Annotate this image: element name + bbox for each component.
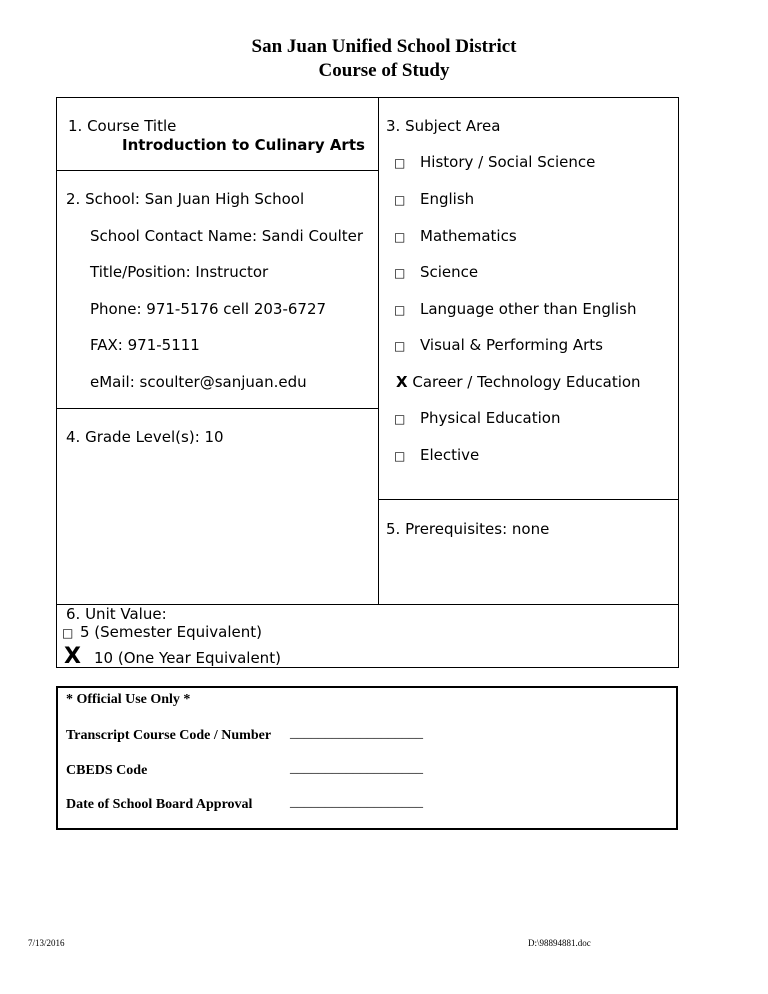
x-mark-icon: X xyxy=(64,644,81,669)
checkbox-icon: □ xyxy=(394,449,406,463)
school-name: 2. School: San Juan High School xyxy=(66,190,305,208)
subject-option-label: Career / Technology Education xyxy=(412,373,641,391)
prerequisites: 5. Prerequisites: none xyxy=(386,520,550,538)
school-email: eMail: scoulter@sanjuan.edu xyxy=(90,373,307,391)
subject-option-label: English xyxy=(420,190,475,208)
subject-option-label: Elective xyxy=(420,446,480,464)
subject-option-label: Visual & Performing Arts xyxy=(420,336,603,354)
transcript-code-label: Transcript Course Code / Number xyxy=(66,728,272,743)
subject-option-mathematics[interactable] xyxy=(394,227,517,245)
subject-option-elective[interactable] xyxy=(394,446,479,464)
divider-subject xyxy=(378,499,678,500)
subject-option-science[interactable] xyxy=(394,263,478,281)
subject-option-label: Mathematics xyxy=(420,227,517,245)
checkbox-icon: □ xyxy=(394,193,406,207)
subject-option-label: Language other than English xyxy=(420,300,637,318)
x-mark-icon: X xyxy=(396,373,408,391)
checkbox-icon: □ xyxy=(394,156,406,170)
unit-option-label: 10 (One Year Equivalent) xyxy=(94,649,281,667)
course-title-value: Introduction to Culinary Arts xyxy=(122,136,365,154)
footer-date: 7/13/2016 xyxy=(28,938,65,948)
unit-option-label: 5 (Semester Equivalent) xyxy=(80,623,262,641)
subject-option-history[interactable] xyxy=(394,153,595,171)
form-border-top xyxy=(56,97,678,98)
subject-option-label: Science xyxy=(420,263,479,281)
form-border-right xyxy=(678,97,679,668)
school-position: Title/Position: Instructor xyxy=(90,263,269,281)
district-title: San Juan Unified School District xyxy=(251,36,517,57)
divider-course-title xyxy=(56,170,378,171)
board-approval-field[interactable]: ___________________ xyxy=(290,795,423,810)
checkbox-icon: □ xyxy=(394,303,406,317)
subject-option-label: Physical Education xyxy=(420,409,561,427)
school-fax: FAX: 971-5111 xyxy=(90,336,200,354)
subject-area-label: 3. Subject Area xyxy=(386,117,501,135)
checkbox-icon: □ xyxy=(394,266,406,280)
checkbox-icon: □ xyxy=(394,412,406,426)
subject-option-language[interactable] xyxy=(394,300,637,318)
subject-option-english[interactable] xyxy=(394,190,474,208)
footer-file: D:\98894881.doc xyxy=(528,938,591,948)
unit-option-semester[interactable] xyxy=(62,623,262,641)
page-subtitle: Course of Study xyxy=(318,60,450,81)
checkbox-icon: □ xyxy=(394,230,406,244)
board-approval-label: Date of School Board Approval xyxy=(66,797,253,812)
checkbox-icon: □ xyxy=(394,339,406,353)
divider-school xyxy=(56,408,378,409)
grade-level: 4. Grade Level(s): 10 xyxy=(66,428,224,446)
course-title-label: 1. Course Title xyxy=(68,117,177,135)
subject-option-pe[interactable] xyxy=(394,409,560,427)
cbeds-code-field[interactable]: ___________________ xyxy=(290,761,423,776)
form-column-divider xyxy=(378,97,379,604)
school-phone: Phone: 971-5176 cell 203-6727 xyxy=(90,300,327,318)
subject-option-career[interactable] xyxy=(396,373,641,391)
cbeds-code-label: CBEDS Code xyxy=(66,763,148,778)
official-use-heading: * Official Use Only * xyxy=(66,692,191,707)
unit-value-label: 6. Unit Value: xyxy=(66,605,167,623)
form-border-left xyxy=(56,97,57,668)
unit-option-year[interactable] xyxy=(64,644,281,669)
transcript-code-field[interactable]: ___________________ xyxy=(290,726,423,741)
subject-option-label: History / Social Science xyxy=(420,153,596,171)
school-contact: School Contact Name: Sandi Coulter xyxy=(90,227,364,245)
checkbox-icon: □ xyxy=(62,626,74,640)
subject-option-arts[interactable] xyxy=(394,336,603,354)
